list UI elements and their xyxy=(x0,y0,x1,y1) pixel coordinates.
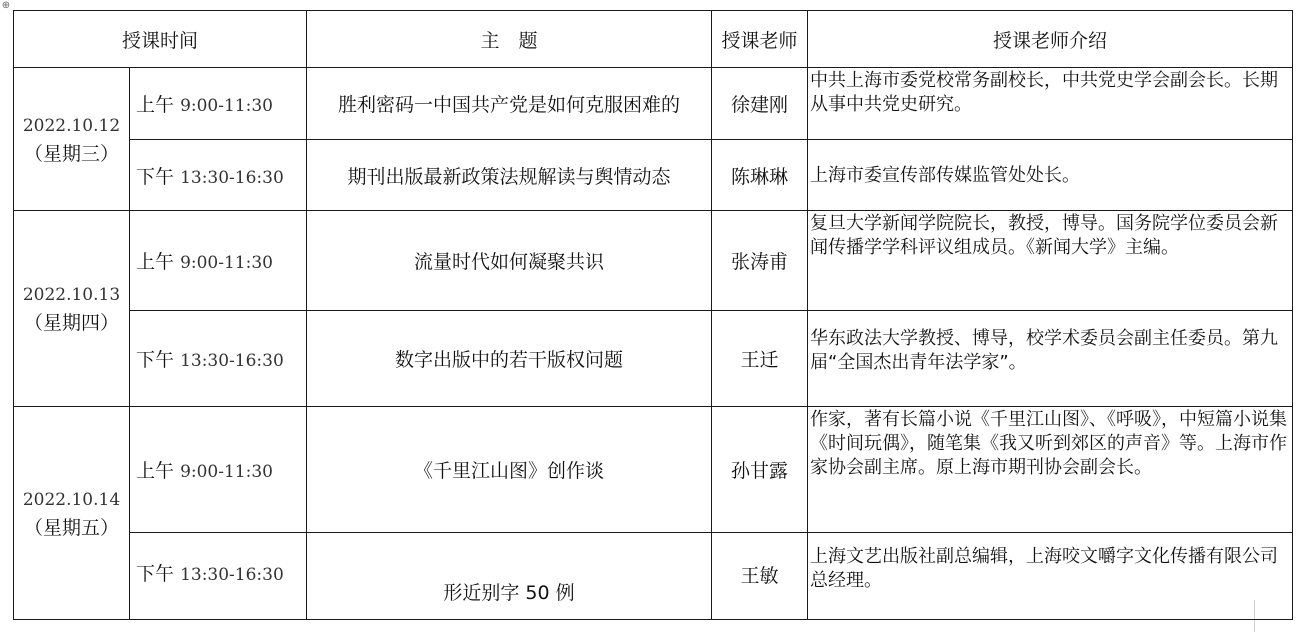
header-row xyxy=(14,11,1293,68)
period-text: 上午 xyxy=(136,460,175,482)
time-slot-cell xyxy=(130,211,307,311)
teacher-cell: 张涛甫 xyxy=(712,211,808,311)
period-text: 下午 xyxy=(136,349,175,371)
topic-cell: 《千里江山图》创作谈 xyxy=(307,407,712,533)
table-move-handle-icon[interactable]: ⊕ xyxy=(1,0,11,11)
date-text: 2022.10.12 xyxy=(22,115,121,136)
intro-cell: 上海文艺出版社副总编辑，上海咬文嚼字文化传播有限公司总经理。 xyxy=(808,533,1293,620)
course-schedule-table xyxy=(13,10,1293,620)
teacher-cell: 陈琳琳 xyxy=(712,140,808,211)
header-time: 授课时间 xyxy=(14,11,307,68)
time-text: 13:30-16:30 xyxy=(180,351,284,371)
time-slot-cell xyxy=(130,311,307,407)
time-text: 13:30-16:30 xyxy=(180,167,284,188)
intro-cell: 华东政法大学教授、博导，校学术委员会副主任委员。第九届“全国杰出青年法学家”。 xyxy=(808,311,1293,407)
intro-cell: 上海市委宣传部传媒监管处处长。 xyxy=(808,140,1293,211)
header-topic: 主 题 xyxy=(307,11,712,68)
topic-cell: 数字出版中的若干版权问题 xyxy=(307,311,712,407)
topic-cell: 胜利密码一中国共产党是如何克服困难的 xyxy=(307,68,712,140)
time-text: 9:00-11:30 xyxy=(180,253,273,273)
teacher-cell: 王迁 xyxy=(712,311,808,407)
date-text: 2022.10.14 xyxy=(22,489,121,510)
period-text: 上午 xyxy=(136,94,175,116)
teacher-cell: 孙甘露 xyxy=(712,407,808,533)
period-text: 下午 xyxy=(136,563,175,585)
time-slot-cell xyxy=(130,68,307,140)
weekday-text: （星期四） xyxy=(23,312,119,334)
header-teacher: 授课老师 xyxy=(712,11,808,68)
topic-cell: 期刊出版最新政策法规解读与舆情动态 xyxy=(307,140,712,211)
time-text: 9:00-11:30 xyxy=(180,96,273,116)
time-slot-cell xyxy=(130,407,307,533)
table-row xyxy=(14,211,1293,311)
teacher-cell: 徐建刚 xyxy=(712,68,808,140)
time-slot-cell xyxy=(130,140,307,211)
topic-cell: 形近别字 50 例 xyxy=(307,533,712,620)
period-text: 上午 xyxy=(136,251,175,273)
weekday-text: （星期三） xyxy=(23,142,119,165)
date-text: 2022.10.13 xyxy=(22,285,121,305)
table-row xyxy=(14,140,1293,211)
table-row xyxy=(14,68,1293,140)
topic-cell: 流量时代如何凝聚共识 xyxy=(307,211,712,311)
intro-cell: 中共上海市委党校常务副校长，中共党史学会副会长。长期从事中共党史研究。 xyxy=(808,68,1293,140)
intro-cell: 作家，著有长篇小说《千里江山图》、《呼吸》，中短篇小说集《时间玩偶》，随笔集《我又听到郊区的声音》等。上海市作家协会副主席。原上海市期刊协会副会长。 xyxy=(808,407,1293,533)
time-text: 9:00-11:30 xyxy=(180,462,273,482)
intro-cell: 复旦大学新闻学院院长，教授，博导。国务院学位委员会新闻传播学学科评议组成员。《新闻大学》主编。 xyxy=(808,211,1293,311)
date-cell xyxy=(14,211,130,407)
teacher-cell: 王敏 xyxy=(712,533,808,620)
period-text: 下午 xyxy=(136,165,175,188)
table-row xyxy=(14,533,1293,620)
time-text: 13:30-16:30 xyxy=(180,565,284,585)
date-cell xyxy=(14,407,130,620)
header-intro: 授课老师介绍 xyxy=(808,11,1293,68)
table-row xyxy=(14,407,1293,533)
table-row xyxy=(14,311,1293,407)
weekday-text: （星期五） xyxy=(23,516,119,539)
time-slot-cell xyxy=(130,533,307,620)
date-cell xyxy=(14,68,130,211)
